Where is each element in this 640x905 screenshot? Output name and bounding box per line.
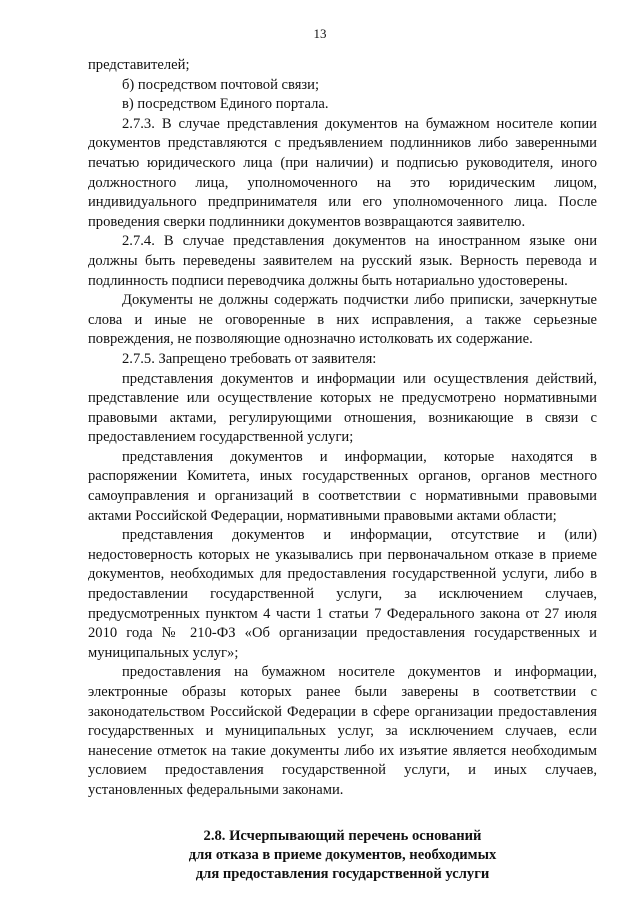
paragraph-representatives: представителей; xyxy=(88,57,190,73)
paragraph-no-corrections: Документы не должны содержать подчистки либо приписки, зачеркнутые слова и иные не оговоренные в них исправления, а также серьезные повреждения, не позволяющие однозначно истолковать их содержание. xyxy=(88,292,597,348)
paragraph-prohibition-3: представления документов и информации, отсутствие и (или) недостоверность которых не указывались при первоначальном отказе в приеме документов, необходимых для предоставления государственной услуги, либо в предоставлении государственной услуги, за исключением случаев, предусмотренных пунктом 4 части 1 статьи 7 Федерального закона от 27 июля 2010 года № 210-ФЗ «Об организации предоставления государственных и муниципальных услуг»; xyxy=(88,527,597,661)
heading-line-2: для отказа в приеме документов, необходимых xyxy=(188,846,497,863)
paragraph-prohibition-4: предоставления на бумажном носителе документов и информации, электронные образы которых ранее были заверены в соответствии с законодательством Российской Федерации в сфере организации предоставления государственных и муниципальных услуг, за исключением случаев, если нанесение отметок на такие документы либо их изъятие является необходимым условием предоставления государственной услуги, и иных случаев, установленных федеральными законами. xyxy=(88,664,597,798)
paragraph-portal: в) посредством Единого портала. xyxy=(122,96,329,113)
paragraph-postal: б) посредством почтовой связи; xyxy=(122,76,320,93)
page-number: 13 xyxy=(313,26,327,41)
paragraph-2-7-3: 2.7.3. В случае представления документов на бумажном носителе копии документов представляются с предъявлением подлинников либо заверенными печатью юридического лица (при наличии) и подписью руководителя, иного должностного лица, уполномоченного на это юридическим лицом, индивидуального предпринимателя или его уполномоченного лица. После проведения сверки подлинники документов возвращаются заявителю. xyxy=(88,115,597,230)
paragraph-prohibition-1: представления документов и информации или осуществления действий, представление или осуществление которых не предусмотрено нормативными правовыми актами, регулирующими отношения, возникающие в связи с предоставлением государственной услуги; xyxy=(88,370,597,446)
paragraph-2-7-4: 2.7.4. В случае представления документов на иностранном языке они должны быть переведены заявителем на русский язык. Верность перевода и подлинность подписи переводчика должны быть нотариально удостоверены. xyxy=(88,233,597,289)
paragraph-prohibition-2: представления документов и информации, которые находятся в распоряжении Комитета, иных государственных органов, органов местного самоуправления и организаций в соответствии с нормативными правовыми актами Российской Федерации, нормативными правовыми актами области; xyxy=(88,448,597,524)
heading-line-3: для предоставления государственной услуги xyxy=(195,865,490,882)
document-body xyxy=(88,56,597,884)
paragraph-2-7-5: 2.7.5. Запрещено требовать от заявителя: xyxy=(122,350,377,367)
section-heading-2-8 xyxy=(88,827,597,884)
heading-line-1: 2.8. Исчерпывающий перечень оснований xyxy=(203,827,482,844)
